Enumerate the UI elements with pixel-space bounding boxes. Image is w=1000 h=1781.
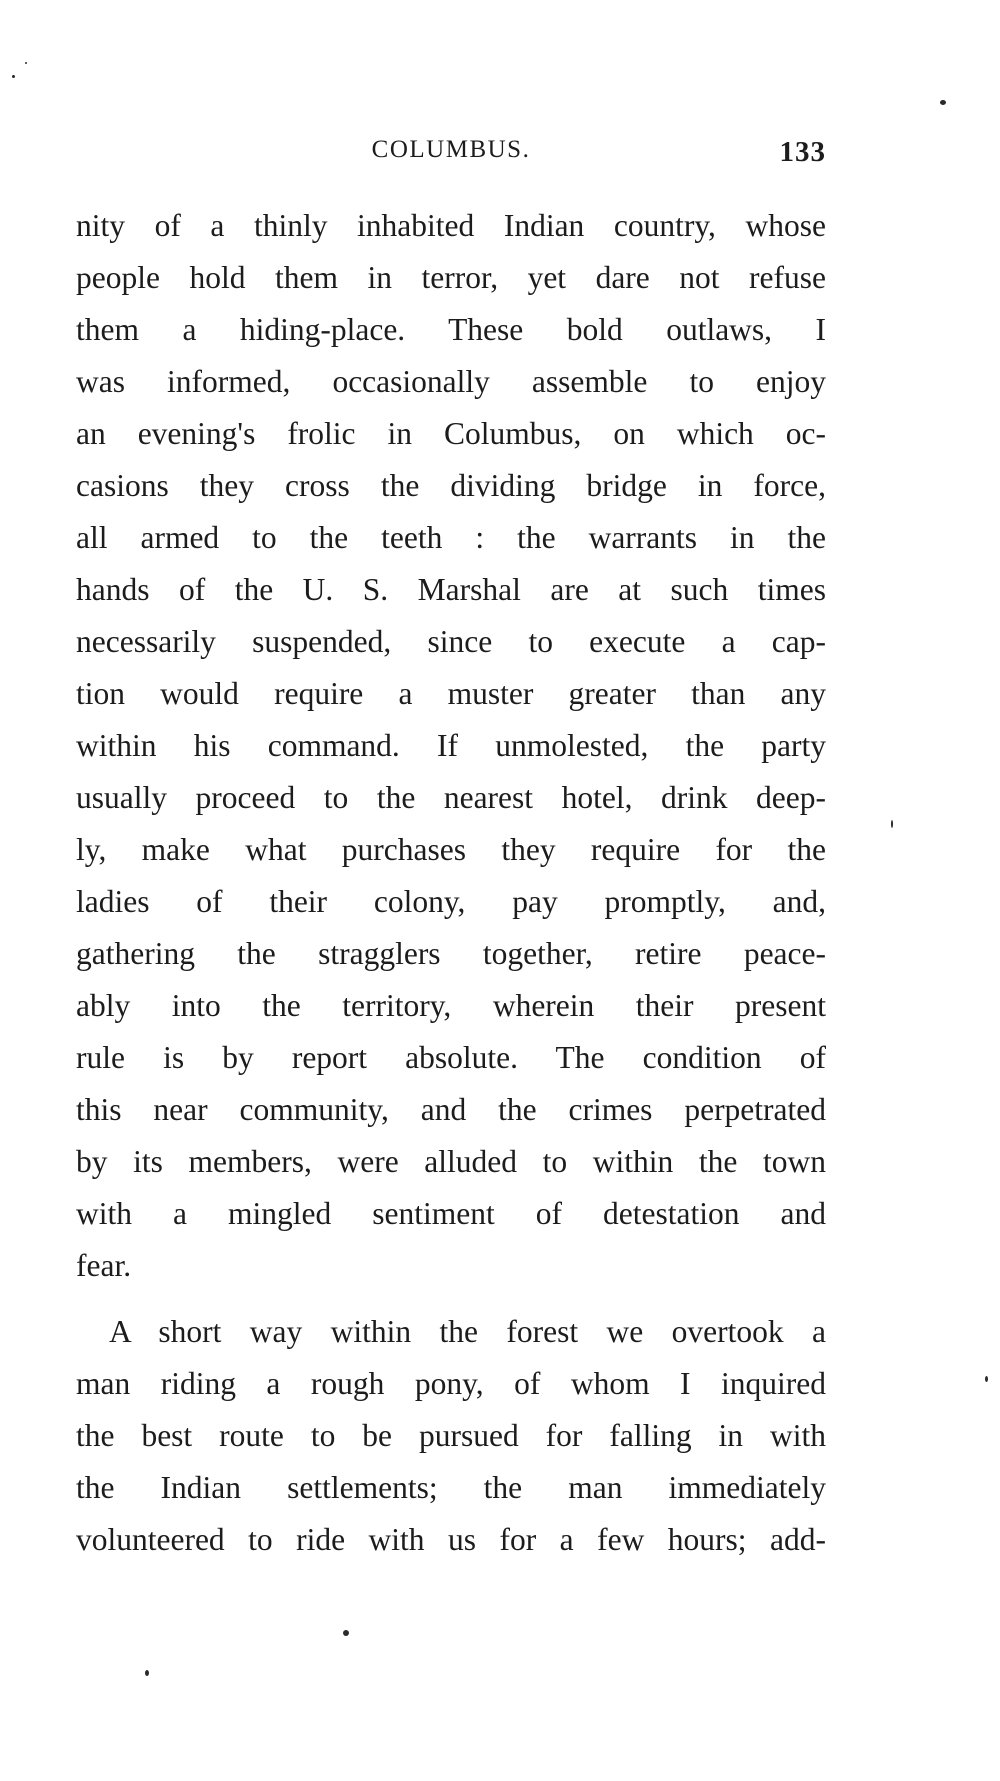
text-line: them a hiding-place. These bold outlaws, I (76, 312, 826, 347)
scan-speck (985, 1376, 988, 1382)
text-line: within his command. If unmolested, the party (76, 728, 826, 763)
text-line: tion would require a muster greater than any (76, 676, 826, 711)
text-line: hands of the U. S. Marshal are at such times (76, 572, 826, 607)
text-line: all armed to the teeth : the warrants in the (76, 520, 826, 555)
text-line: A short way within the forest we overtook a (109, 1314, 826, 1349)
paragraph-2 (76, 1306, 826, 1566)
scan-speck (940, 100, 946, 105)
text-line: nity of a thinly inhabited Indian country, whose (76, 208, 826, 243)
text-line: usually proceed to the nearest hotel, drink deep- (76, 780, 826, 815)
scan-speck (145, 1670, 149, 1676)
text-line: people hold them in terror, yet dare not refuse (76, 260, 826, 295)
scan-speck (25, 62, 27, 64)
scan-speck (343, 1630, 349, 1636)
text-line: fear. (76, 1248, 132, 1283)
scan-speck (12, 75, 15, 78)
text-line: this near community, and the crimes perpetrated (76, 1092, 826, 1127)
text-line: ladies of their colony, pay promptly, and, (76, 884, 826, 919)
text-line: gathering the stragglers together, retire peace- (76, 936, 826, 971)
text-line: the best route to be pursued for falling in with (76, 1418, 826, 1453)
text-line: ably into the territory, wherein their present (76, 988, 826, 1023)
paragraph-gap (76, 1292, 826, 1306)
text-line: necessarily suspended, since to execute a cap- (76, 624, 826, 659)
text-line: rule is by report absolute. The condition of (76, 1040, 826, 1075)
text-line: casions they cross the dividing bridge in force, (76, 468, 826, 503)
running-head (76, 136, 826, 176)
text-line: the Indian settlements; the man immediately (76, 1470, 826, 1505)
text-line: was informed, occasionally assemble to enjoy (76, 364, 826, 399)
scan-speck (891, 820, 893, 828)
text-line: man riding a rough pony, of whom I inquired (76, 1366, 826, 1401)
page-number: 133 (779, 136, 826, 168)
text-line: by its members, were alluded to within the town (76, 1144, 826, 1179)
running-title: COLUMBUS. (371, 136, 531, 163)
text-line: with a mingled sentiment of detestation and (76, 1196, 826, 1231)
text-line: ly, make what purchases they require for the (76, 832, 826, 867)
text-line: volunteered to ride with us for a few hours; add- (76, 1522, 826, 1557)
body-text (76, 200, 826, 1566)
text-line: an evening's frolic in Columbus, on which oc- (76, 416, 826, 451)
paragraph-1 (76, 200, 826, 1292)
